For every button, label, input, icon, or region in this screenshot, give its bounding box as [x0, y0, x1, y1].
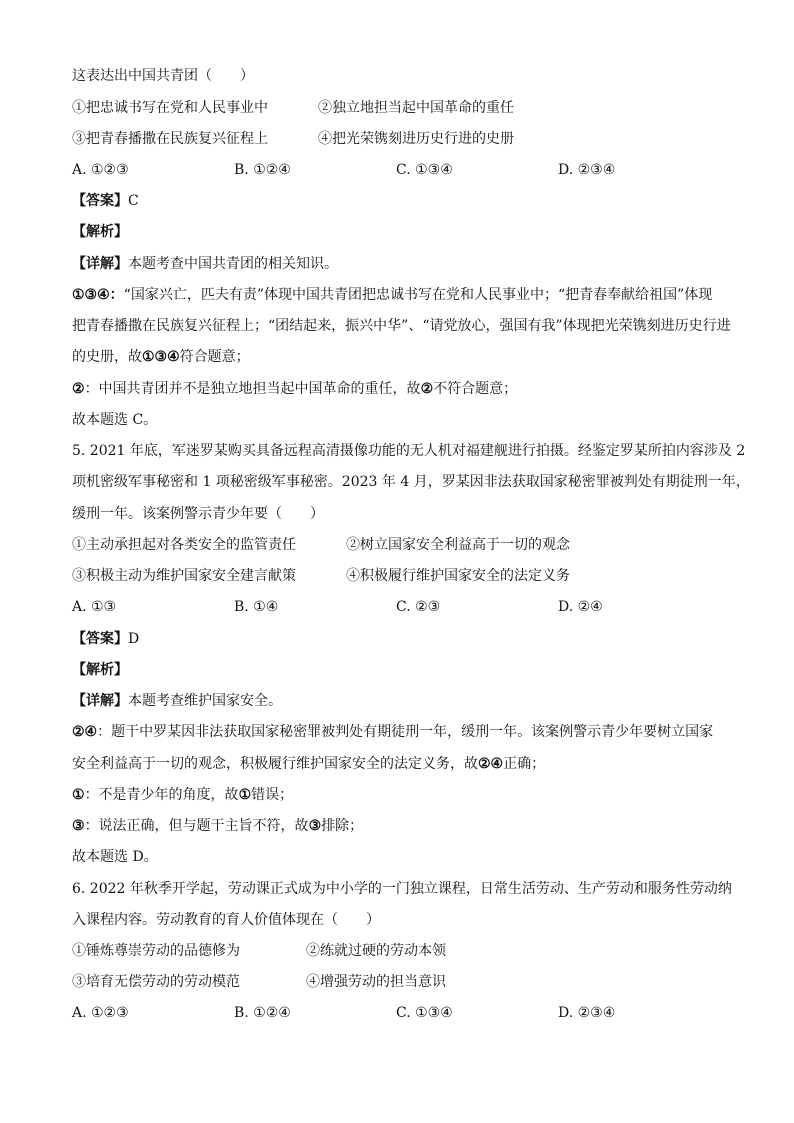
q5-statement-2: ②树立国家安全利益高于一切的观念 [346, 537, 570, 553]
q4-exp1-line3a: 的史册，故 [72, 349, 142, 365]
q4-statement-4: ④把光荣镌刻进历史行进的史册 [318, 131, 514, 147]
q5-stem-line-2: 项机密级军事秘密和 1 项秘密级军事秘密。2023 年 4 月，罗某因非法获取国家秘密罪被判处有期徒刑一年， [72, 474, 750, 490]
q5-stem-line-1: 5. 2021 年底，军迷罗某购买具备远程高清摄像功能的无人机对福建舰进行拍摄。经鉴定罗某所拍内容涉及 2 [72, 443, 746, 459]
q5-answer-value: D [128, 631, 140, 647]
q5-explanation-1-line-2 [72, 754, 732, 774]
q4-exp1-prefix: ①③④： [72, 287, 124, 303]
q4-statement-2: ②独立地担当起中国革命的重任 [318, 100, 514, 116]
q5-answer-label: 【答案】 [72, 631, 128, 647]
q4-detail-label: 【详解】 [72, 256, 128, 272]
q4-exp1-line3c: 符合题意； [179, 349, 250, 365]
q4-stem-tail: 这表达出中国共青团（ ） [72, 68, 254, 84]
q6-option-d: D. ②③④ [558, 1005, 616, 1021]
q5-exp2-a: ：不是青少年的角度，故 [84, 787, 239, 803]
q5-statement-3: ③积极主动为维护国家安全建言献策 [72, 568, 296, 584]
q5-exp3-b: ③ [308, 818, 322, 834]
q5-option-d: D. ②④ [558, 599, 603, 615]
q5-explanation-3 [72, 816, 732, 836]
q4-option-b: B. ①②④ [234, 162, 291, 178]
q5-explanation-2 [72, 785, 732, 805]
q6-statement-1: ①锤炼尊崇劳动的品德修为 [72, 943, 240, 959]
q5-analysis-label: 【解析】 [72, 662, 128, 678]
q5-answer [72, 629, 732, 649]
q4-exp2-b: ② [420, 381, 434, 397]
q5-option-a: A. ①③ [72, 599, 117, 615]
q6-statement-4: ④增强劳动的担当意识 [306, 974, 446, 990]
q5-option-c: C. ②③ [396, 599, 441, 615]
q4-statement-3: ③把青春播撒在民族复兴征程上 [72, 131, 268, 147]
q5-statement-4: ④积极履行维护国家安全的法定义务 [346, 568, 570, 584]
q4-exp2-a: ：中国共青团并不是独立地担当起中国革命的重任，故 [84, 381, 421, 397]
q5-exp1-prefix: ②④ [72, 724, 98, 740]
q4-answer [72, 191, 732, 211]
q4-exp1-line1: “国家兴亡，匹夫有责”体现中国共青团把忠诚书写在党和人民事业中；“把青春奉献给祖国”体现 [123, 287, 713, 303]
q5-exp1-line2a: 安全利益高于一切的观念，积极履行维护国家安全的法定义务，故 [72, 756, 478, 772]
q5-stem-line-3: 缓刑一年。该案例警示青少年要（ ） [72, 506, 324, 522]
q5-detail [72, 691, 732, 711]
q6-option-c: C. ①③④ [396, 1005, 453, 1021]
q4-detail-text: 本题考查中国共青团的相关知识。 [128, 256, 338, 272]
q4-option-d: D. ②③④ [558, 162, 616, 178]
q5-exp2-c: 错误； [251, 787, 294, 803]
q5-exp3-a: ：说法正确，但与题干主旨不符，故 [84, 818, 309, 834]
q4-explanation-1-line-3 [72, 347, 732, 367]
q6-statement-2: ②练就过硬的劳动本领 [306, 943, 446, 959]
q4-answer-value: C [128, 193, 139, 209]
q5-exp3-c: 排除； [321, 818, 364, 834]
q4-option-c: C. ①③④ [396, 162, 453, 178]
q4-explanation-2 [72, 379, 732, 399]
q5-exp1-line1: ：题干中罗某因非法获取国家秘密罪被判处有期徒刑一年，缓刑一年。该案例警示青少年要树立国家 [97, 724, 714, 740]
q5-detail-label: 【详解】 [72, 693, 128, 709]
q5-statement-1: ①主动承担起对各类安全的监管责任 [72, 537, 296, 553]
q4-explanation-1-line-2: 把青春播撒在民族复兴征程上；“团结起来，振兴中华”、“请党放心，强国有我”体现把光荣镌刻进历史行进 [72, 318, 731, 334]
q6-option-a: A. ①②③ [72, 1005, 129, 1021]
q5-exp2-prefix: ① [72, 787, 85, 803]
q4-exp1-line3b: ①③④ [142, 349, 180, 365]
q5-exp1-line2b: ②④ [478, 756, 504, 772]
q4-conclusion: 故本题选 C。 [72, 412, 158, 428]
q4-analysis-label: 【解析】 [72, 224, 128, 240]
q4-detail [72, 254, 732, 274]
q5-exp3-prefix: ③ [72, 818, 85, 834]
q4-statement-1: ①把忠诚书写在党和人民事业中 [72, 100, 268, 116]
q5-option-b: B. ①④ [234, 599, 279, 615]
q5-explanation-1-line-1 [72, 722, 732, 742]
q4-answer-label: 【答案】 [72, 193, 128, 209]
q4-option-a: A. ①②③ [72, 162, 129, 178]
q6-option-b: B. ①②④ [234, 1005, 291, 1021]
q5-exp1-line2c: 正确； [503, 756, 546, 772]
q4-exp2-prefix: ② [72, 381, 85, 397]
q6-stem-line-1: 6. 2022 年秋季开学起，劳动课正式成为中小学的一门独立课程，日常生活劳动、生产劳动和服务性劳动纳 [72, 881, 732, 897]
q5-conclusion: 故本题选 D。 [72, 849, 158, 865]
q6-statement-3: ③培育无偿劳动的劳动模范 [72, 974, 240, 990]
q5-exp2-b: ① [238, 787, 252, 803]
q5-detail-text: 本题考查维护国家安全。 [128, 693, 282, 709]
q4-exp2-c: 不符合题意； [433, 381, 518, 397]
q6-stem-line-2: 入课程内容。劳动教育的育人价值体现在（ ） [72, 912, 380, 928]
q4-explanation-1-line-1 [72, 285, 732, 305]
